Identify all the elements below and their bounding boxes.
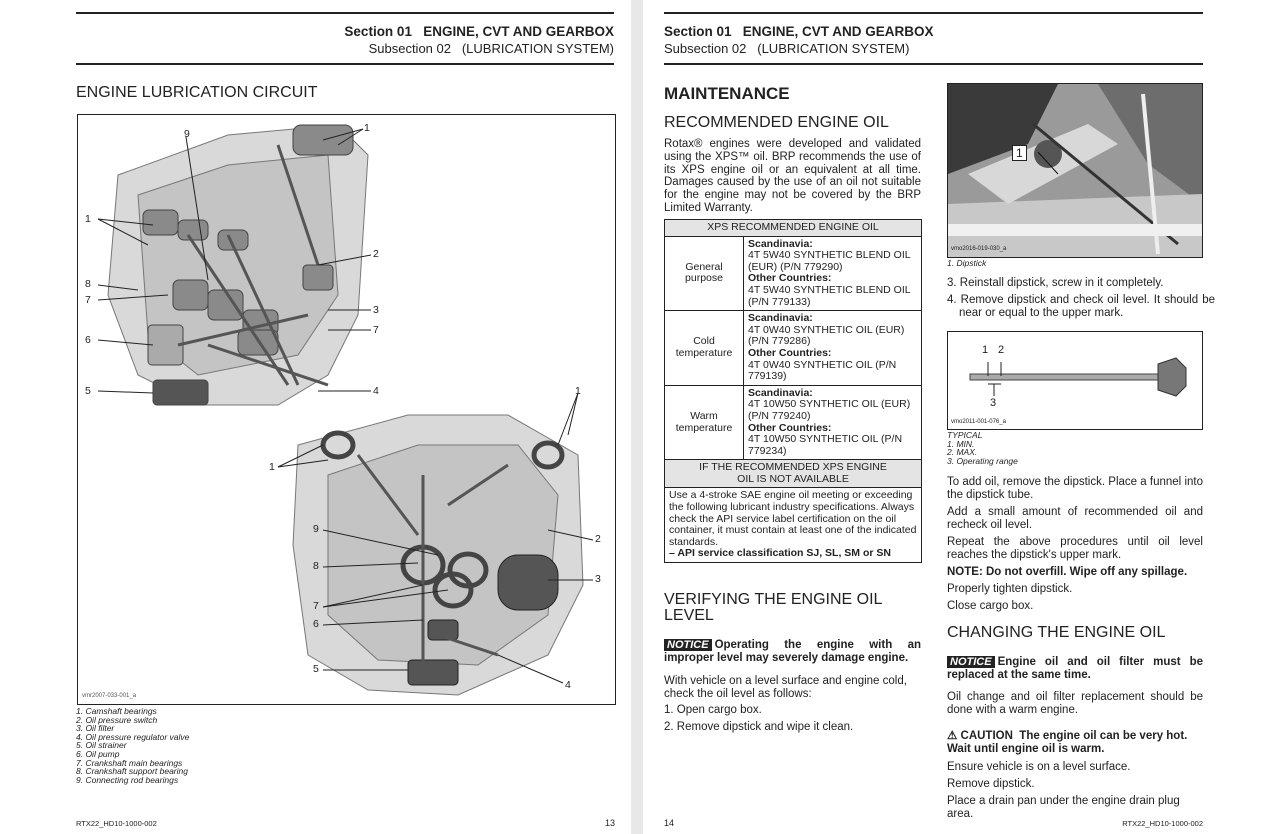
- callout-label: 8: [313, 560, 319, 572]
- verify-text: With vehicle on a level surface and engine cold, check the oil level as follows:: [664, 675, 907, 700]
- step-3: 3. Reinstall dipstick, screw in it completely.: [947, 277, 1164, 289]
- photo-code: vmo2016-019-030_a: [951, 246, 1007, 252]
- callout-label: 1: [575, 385, 581, 397]
- changing-notice: NOTICE Engine oil and oil filter must be replaced at the same time.: [947, 656, 1203, 681]
- table-row-label: Cold temperature: [665, 311, 744, 386]
- left-heading: ENGINE LUBRICATION CIRCUIT: [76, 84, 318, 101]
- table-row: [665, 385, 922, 460]
- notice-badge: NOTICE: [664, 639, 712, 651]
- left-header-rule: [76, 12, 614, 14]
- dipstick-callout: 1: [982, 344, 989, 356]
- callout-label: 3: [595, 573, 601, 585]
- callout-label: 3: [373, 304, 379, 316]
- photo-caption: 1. Dipstick: [947, 258, 987, 268]
- add-oil-text: To add oil, remove the dipstick. Place a funnel into the dipstick tube.: [947, 476, 1203, 501]
- maintenance-heading: MAINTENANCE: [664, 84, 790, 103]
- callout-label: 2: [373, 248, 379, 260]
- verify-heading: VERIFYING THE ENGINE OIL LEVEL: [664, 591, 882, 624]
- table-row-value: Scandinavia: 4T 10W50 SYNTHETIC OIL (EUR) (P/N 779240) Other Countries: 4T 10W50 SYNTHETIC OIL (P/N 779234): [744, 385, 922, 460]
- vehicle-photo: [948, 84, 1202, 257]
- verify-step: 1. Open cargo box.: [664, 704, 762, 716]
- callout-label: 1: [269, 461, 275, 473]
- right-page-number: 14: [664, 818, 675, 828]
- step-4: 4. Remove dipstick and check oil level. It should be near or equal to the upper mark.: [947, 294, 1215, 319]
- callout-label: 2: [595, 533, 601, 545]
- dipstick-callout: 3: [990, 397, 997, 409]
- table-row: [665, 236, 922, 311]
- callout-label: 7: [85, 294, 91, 306]
- callout-label: 5: [313, 663, 319, 675]
- page-gutter: [631, 0, 643, 834]
- final-step: Remove dipstick.: [947, 778, 1035, 790]
- recommended-oil-heading: RECOMMENDED ENGINE OIL: [664, 114, 889, 131]
- table-row-value: Scandinavia: 4T 5W40 SYNTHETIC BLEND OIL (EUR) (P/N 779290) Other Countries: 4T 5W40 SYNTHETIC BLEND OIL (P/N 779133): [744, 236, 922, 311]
- close-text: Close cargo box.: [947, 600, 1034, 612]
- changing-text: Oil change and oil filter replacement should be done with a warm engine.: [947, 691, 1203, 716]
- legend-item: 9. Connecting rod bearings: [76, 774, 179, 785]
- left-footer-code: RTX22_HD10-1000-002: [76, 819, 157, 828]
- callout-label: 7: [313, 600, 319, 612]
- engine-illustration: [78, 115, 615, 704]
- callout-label: 9: [313, 523, 319, 535]
- callout-label: 1: [364, 122, 370, 134]
- dipstick-diagram: [947, 331, 1203, 430]
- note-text: NOTE: Do not overfill. Wipe off any spillage.: [947, 566, 1188, 578]
- add-oil-text: Add a small amount of recommended oil and recheck oil level.: [947, 506, 1203, 531]
- legend-item: 6. Oil pump: [76, 748, 120, 759]
- callout-label: 1: [85, 213, 91, 225]
- right-section-title: Section 01 ENGINE, CVT AND GEARBOX: [664, 24, 934, 39]
- callout-label: 4: [565, 679, 571, 691]
- table-alt-text: Use a 4-stroke SAE engine oil meeting or exceeding the following lubricant industry specifications. Always check the API service label certification on the oil container, it must contain at least one of the indicated standards. – API service classification SJ, SL, SM or SN: [665, 488, 922, 563]
- right-header-rule: [664, 12, 1203, 14]
- legend-item: 1. Camshaft bearings: [76, 706, 157, 716]
- right-footer-code: RTX22_HD10-1000-002: [1122, 819, 1203, 828]
- final-step: Place a drain pan under the engine drain plug area.: [947, 795, 1180, 820]
- left-header-rule-2: [76, 63, 614, 65]
- verify-step: 2. Remove dipstick and wipe it clean.: [664, 721, 854, 733]
- legend-item: 8. Crankshaft support bearing: [76, 766, 188, 777]
- legend-item: 3. Oil filter: [76, 723, 115, 734]
- callout-label: 9: [184, 128, 190, 140]
- table-row-label: General purpose: [665, 236, 744, 311]
- add-oil-text: Repeat the above procedures until oil level reaches the dipstick's upper mark.: [947, 536, 1203, 561]
- legend-item: 4. Oil pressure regulator valve: [76, 731, 190, 742]
- final-step: Ensure vehicle is on a level surface.: [947, 761, 1131, 773]
- table-row-value: Scandinavia: 4T 0W40 SYNTHETIC OIL (EUR) (P/N 779286) Other Countries: 4T 0W40 SYNTHETIC OIL (P/N 779139): [744, 311, 922, 386]
- table-row: [665, 311, 922, 386]
- right-subsection-title: Subsection 02 (LUBRICATION SYSTEM): [664, 41, 910, 56]
- dipstick-location-photo: [947, 83, 1203, 258]
- recommended-oil-text: Rotax® engines were developed and validated using the XPS™ oil. BRP recommends the use of its XPS engine oil or an equivalent at all time. Damages caused by the use of an oil not suitable for the engine may not be covered by the BRP Limited Warranty.: [664, 138, 921, 214]
- legend-item: 5. Oil strainer: [76, 740, 127, 751]
- caution-text: ⚠ CAUTION The engine oil can be very hot. Wait until engine oil is warm.: [947, 730, 1188, 755]
- changing-oil-heading: CHANGING THE ENGINE OIL: [947, 624, 1166, 641]
- left-section-title: Section 01 ENGINE, CVT AND GEARBOX: [344, 24, 614, 39]
- callout-label: 8: [85, 278, 91, 290]
- dipstick-caption: TYPICAL 1. MIN. 2. MAX. 3. Operating range: [947, 430, 1018, 466]
- callout-label: 5: [85, 385, 91, 397]
- left-subsection-title: Subsection 02 (LUBRICATION SYSTEM): [368, 41, 614, 56]
- verify-notice: NOTICE Operating the engine with an improper level may severely damage engine.: [664, 639, 921, 664]
- callout-label: 4: [373, 385, 379, 397]
- legend-item: 7. Crankshaft main bearings: [76, 757, 183, 768]
- right-header-rule-2: [664, 63, 1203, 65]
- figure-legend: [76, 707, 189, 784]
- notice-badge: NOTICE: [947, 656, 995, 668]
- dipstick-code: vmo2011-001-076_a: [951, 419, 1006, 425]
- warning-icon: ⚠: [947, 730, 958, 742]
- table-alt-header: IF THE RECOMMENDED XPS ENGINE OIL IS NOT AVAILABLE: [665, 460, 922, 488]
- table-header: XPS RECOMMENDED ENGINE OIL: [665, 220, 922, 237]
- legend-item: 2. Oil pressure switch: [76, 714, 158, 725]
- tighten-text: Properly tighten dipstick.: [947, 583, 1073, 595]
- recommended-oil-table: [664, 219, 922, 563]
- engine-lubrication-figure: [77, 114, 616, 705]
- figure-code: vmr2007-033-001_a: [82, 693, 137, 699]
- caution-label: CAUTION: [960, 730, 1013, 742]
- dipstick-callout: 2: [998, 344, 1005, 356]
- table-row: [665, 488, 922, 563]
- table-row-label: Warm temperature: [665, 385, 744, 460]
- left-page-number: 13: [605, 818, 616, 828]
- photo-callout: 1: [1012, 145, 1027, 161]
- callout-label: 6: [313, 618, 319, 630]
- callout-label: 7: [373, 324, 379, 336]
- callout-label: 6: [85, 334, 91, 346]
